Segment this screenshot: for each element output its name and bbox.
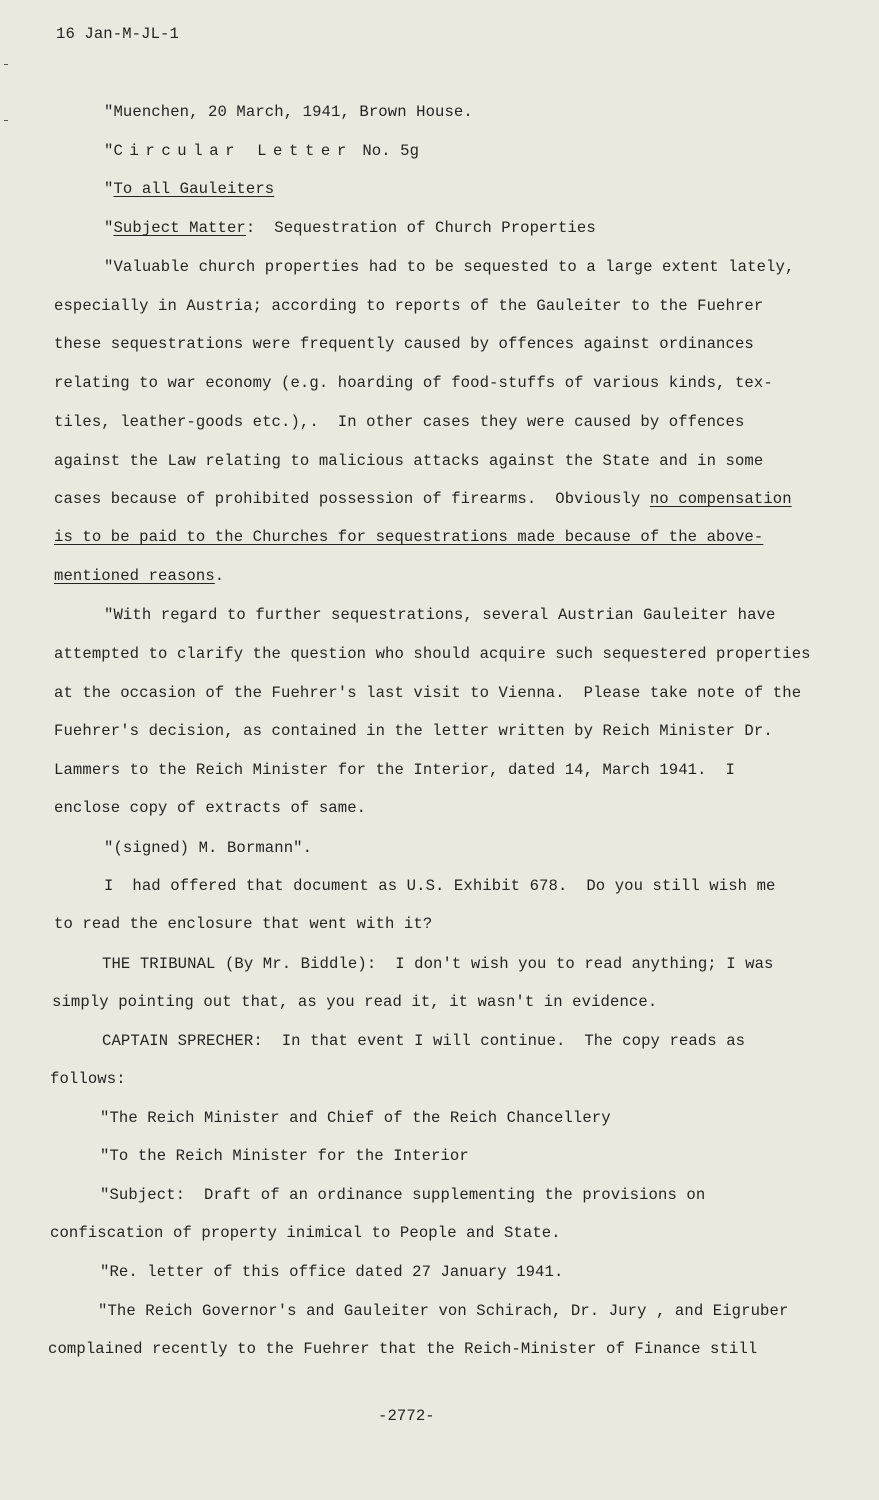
paragraph-line: these sequestrations were frequently caused by offences against ordinances [54,335,754,353]
underlined-line: is to be paid to the Churches for sequestrations made because of the above- [54,528,764,546]
page-reference: 16 Jan-M-JL-1 [56,25,179,43]
addressee-line: "To all Gauleiters [104,180,275,198]
quoted-line: "The Reich Governor's and Gauleiter von Schirach, Dr. Jury , and Eigruber [98,1302,789,1320]
paragraph-line: enclose copy of extracts of same. [54,799,367,817]
paragraph-line: against the Law relating to malicious attacks against the State and in some [54,452,764,470]
paragraph-line: mentioned reasons. [54,567,225,585]
circular-heading: "Circular Letter No. 5g [104,142,420,160]
underlined-phrase: mentioned reasons [54,567,215,585]
margin-tick [4,64,8,65]
addressee: To all Gauleiters [113,180,275,198]
subject-label: Subject Matter [113,219,246,237]
quoted-line: complained recently to the Fuehrer that the Reich-Minister of Finance still [48,1340,758,1358]
underlined-phrase: no compensation [649,490,792,508]
paragraph-line: Lammers to the Reich Minister for the Interior, dated 14, March 1941. I [54,761,735,779]
transcript-line: CAPTAIN SPRECHER: In that event I will continue. The copy reads as [102,1032,746,1050]
circular-letter-title: Circular Letter [113,142,353,160]
subject-text: : Sequestration of Church Properties [245,219,596,237]
paragraph-line: attempted to clarify the question who should acquire such sequestered properties [54,645,811,663]
paragraph-line: tiles, leather-goods etc.),. In other cases they were caused by offences [54,413,745,431]
paragraph-line: "Valuable church properties had to be sequested to a large extent lately, [104,258,795,276]
paragraph-line: relating to war economy (e.g. hoarding of food-stuffs of various kinds, tex- [54,374,773,392]
letter-dateline: "Muenchen, 20 March, 1941, Brown House. [104,103,473,121]
paragraph-line: Fuehrer's decision, as contained in the letter written by Reich Minister Dr. [54,722,773,740]
quoted-line: "The Reich Minister and Chief of the Reich Chancellery [100,1109,611,1127]
paragraph-line: "With regard to further sequestrations, several Austrian Gauleiter have [104,606,776,624]
signature-line: "(signed) M. Bormann". [104,839,313,857]
page-number: -2772- [378,1407,435,1425]
paragraph-line: especially in Austria; according to reports of the Gauleiter to the Fuehrer [54,297,764,315]
transcript-line: I had offered that document as U.S. Exhibit 678. Do you still wish me [104,877,776,895]
paragraph-line: cases because of prohibited possession of firearms. Obviously no compensation [54,490,792,508]
transcript-line: THE TRIBUNAL (By Mr. Biddle): I don't wish you to read anything; I was [102,955,774,973]
margin-tick [4,120,8,121]
transcript-line: follows: [50,1070,126,1088]
quoted-line: "Re. letter of this office dated 27 January 1941. [100,1263,564,1281]
subject-line: "Subject Matter: Sequestration of Church Properties [104,219,596,237]
quoted-line: "To the Reich Minister for the Interior [100,1147,469,1165]
quoted-line: "Subject: Draft of an ordinance supplementing the provisions on [100,1186,706,1204]
paragraph-line: at the occasion of the Fuehrer's last visit to Vienna. Please take note of the [54,684,802,702]
quoted-line: confiscation of property inimical to People and State. [50,1224,561,1242]
transcript-line: simply pointing out that, as you read it, it wasn't in evidence. [52,993,658,1011]
transcript-line: to read the enclosure that went with it? [54,915,433,933]
